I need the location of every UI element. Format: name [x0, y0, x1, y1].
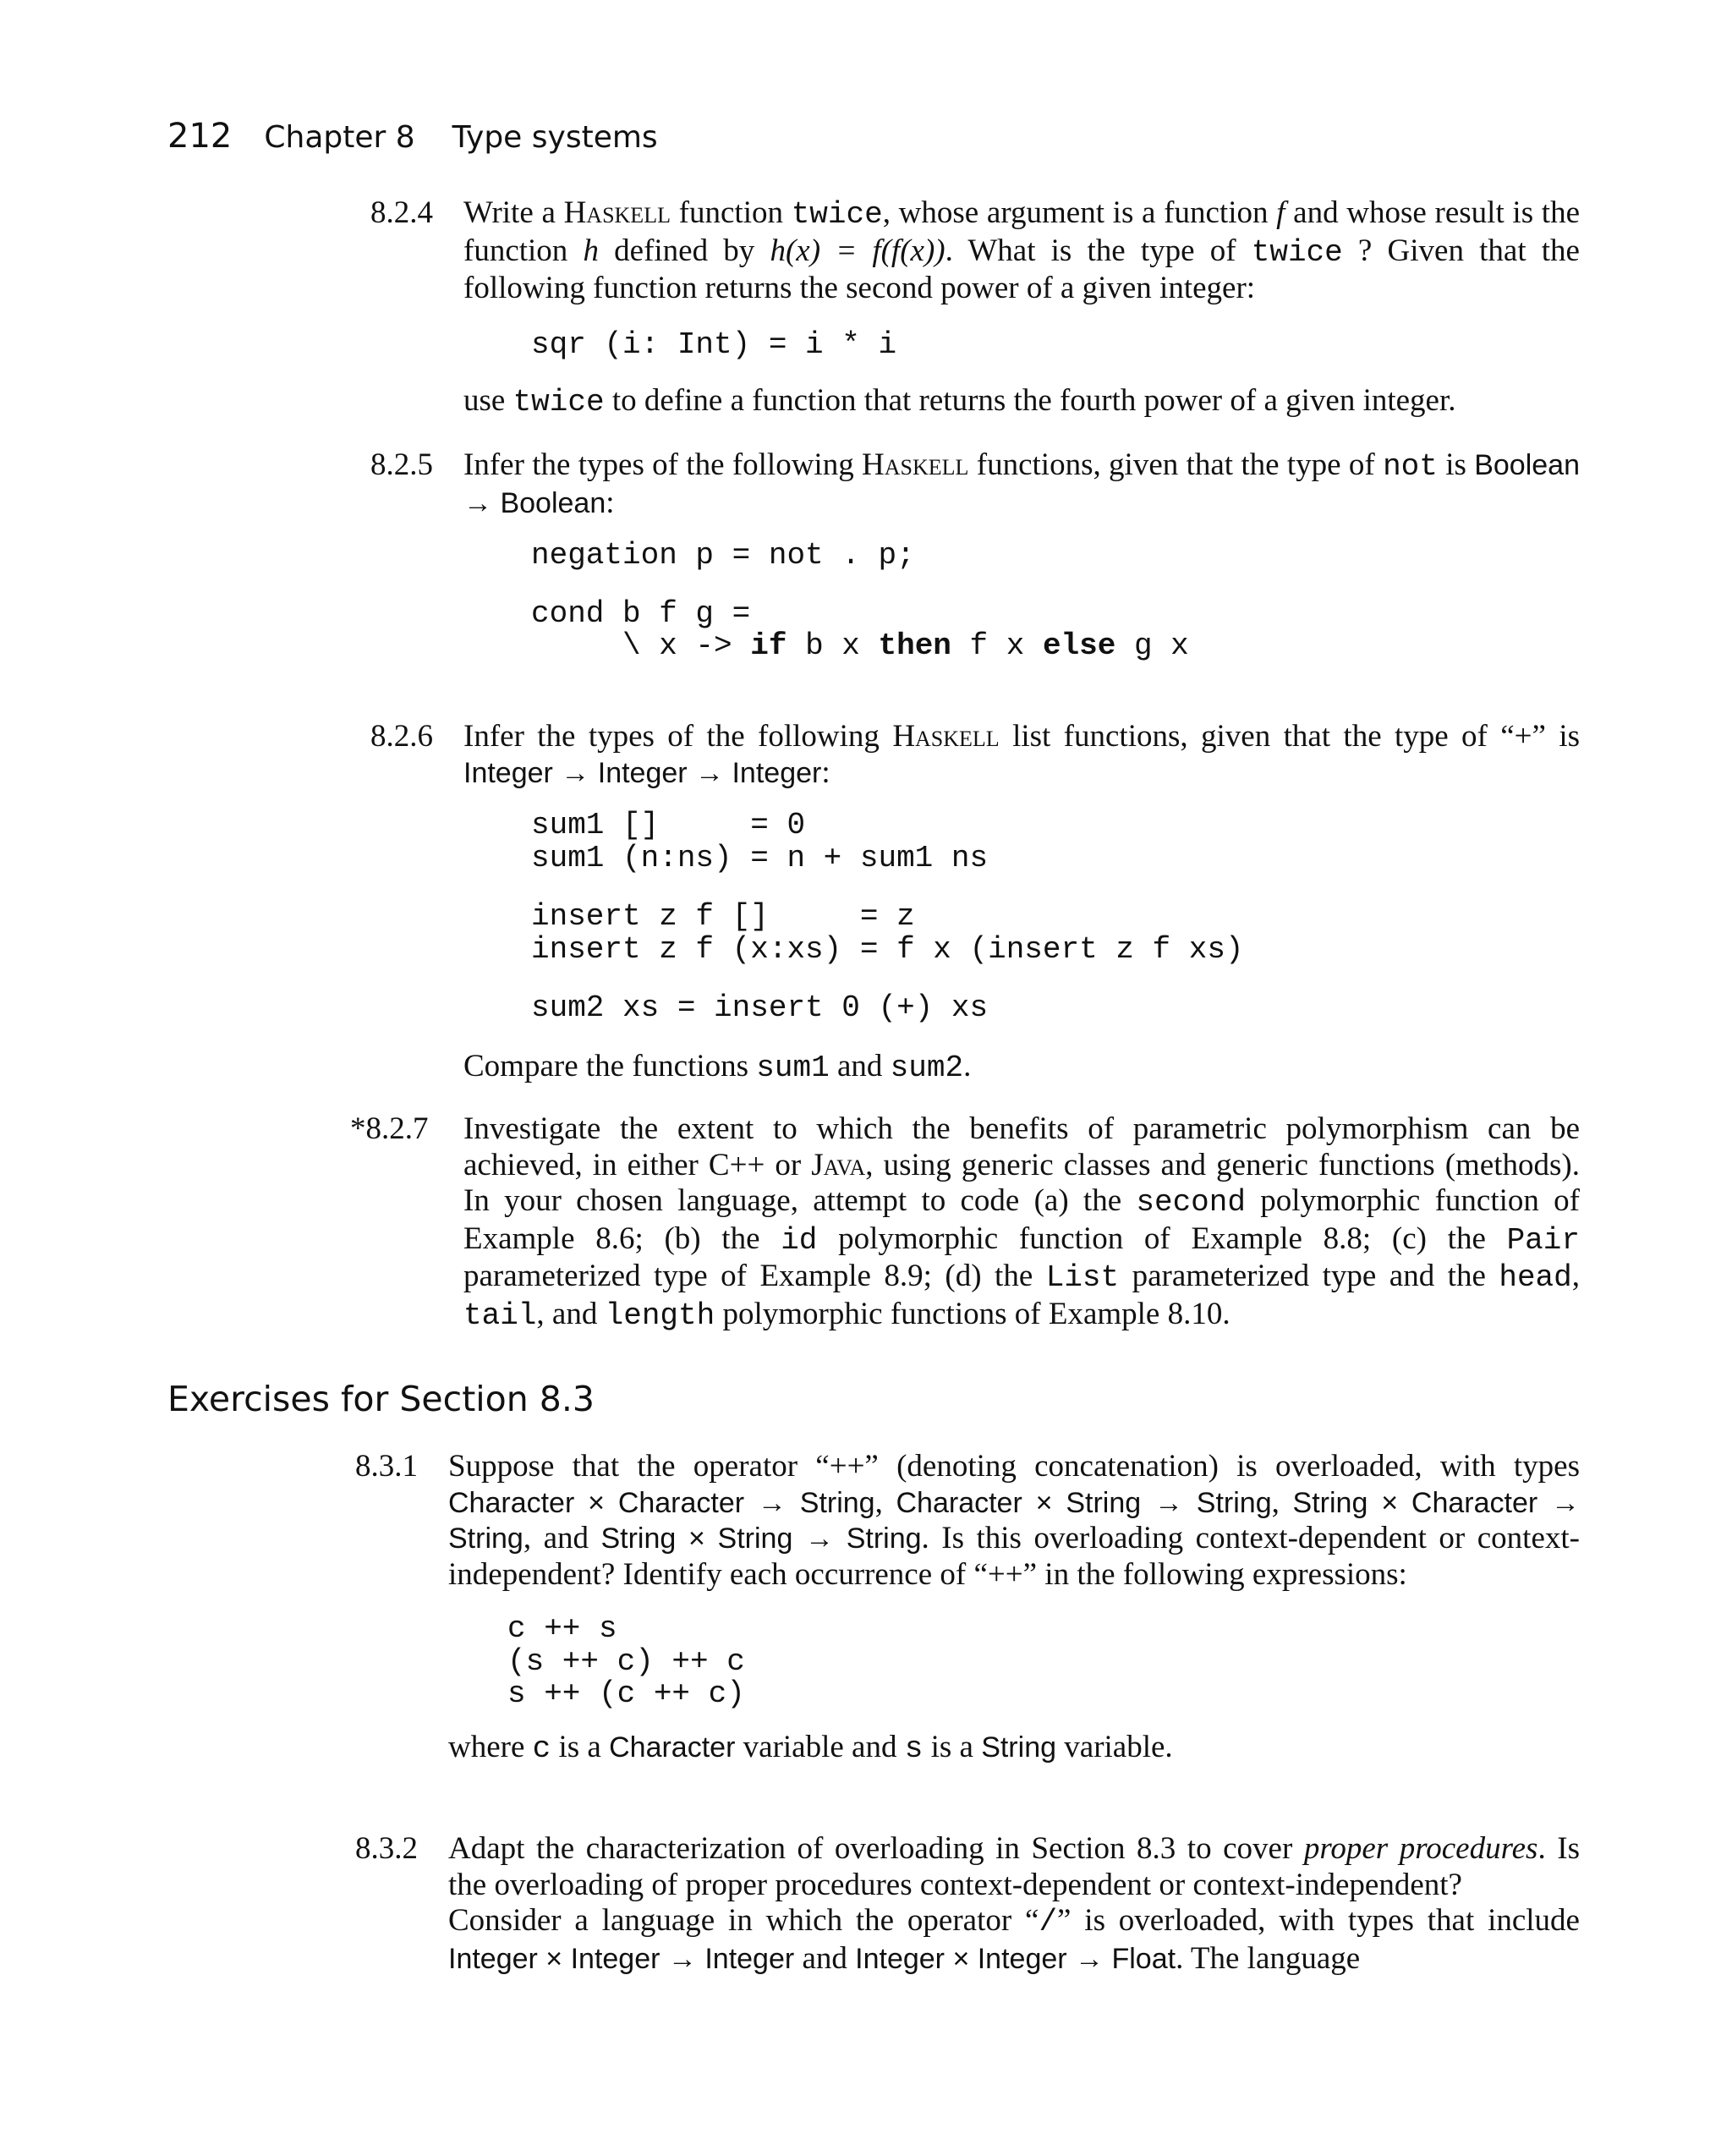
- page-number: 212: [167, 117, 233, 156]
- exercise-text: Write a Haskell function twice, whose argument is a function f and whose result is the function h defined by h(x) = f(f(x)). What is the type of twice ? Given that the following function returns the second power of a given integer:: [463, 195, 1581, 305]
- exercise-text: Infer the types of the following Haskell functions, given that the type of not is Boolean → Boolean:: [463, 447, 1580, 520]
- exercise-text: Adapt the characterization of overloading in Section 8.3 to cover proper procedures. Is the overloading of proper procedures context-dependent or context-independent?: [448, 1831, 1580, 1902]
- exercise-text-continued: use twice to define a function that returns the fourth power of a given integer.: [463, 383, 1456, 420]
- exercise-8-2-6: [370, 719, 1581, 1086]
- exercise-8-3-1: [355, 1449, 1581, 1767]
- exercise-number: 8.2.5: [370, 447, 433, 482]
- exercise-text-continued: Compare the functions sum1 and sum2.: [463, 1048, 972, 1085]
- exercise-text-continued: Consider a language in which the operator “/” is overloaded, with types that include Integer × Integer → Integer and Integer × Integer → Float. The language: [448, 1903, 1580, 1976]
- section-heading: Exercises for Section 8.3: [167, 1379, 595, 1419]
- code-block: sqr (i: Int) = i * i: [531, 326, 897, 362]
- exercise-number: 8.2.6: [370, 719, 433, 754]
- exercise-text-continued: where c is a Character variable and s is a String variable.: [448, 1729, 1173, 1766]
- code-block: sum2 xs = insert 0 (+) xs: [531, 990, 989, 1025]
- exercise-number: 8.3.2: [355, 1831, 418, 1866]
- running-header: [167, 117, 658, 156]
- exercise-text: Suppose that the operator “++” (denoting concatenation) is overloaded, with types Character × Character → String, Character × String → String, String × Character → String, and String × String → String. Is this overloading context-dependent or context-independent? Identify each occurrence of “++” in the following expressions:: [448, 1449, 1581, 1592]
- code-block: cond b f g =: [531, 595, 751, 631]
- code-block: \ x -> if b x then f x else g x: [531, 628, 1189, 663]
- exercise-text: Infer the types of the following Haskell list functions, given that the type of “+” is Integer → Integer → Integer:: [463, 719, 1581, 790]
- code-block: sum1 [] = 0 sum1 (n:ns) = n + sum1 ns: [531, 808, 989, 875]
- exercise-text: Investigate the extent to which the benefits of parametric polymorphism can be achieved, in either C++ or Java, using generic classes and generic functions (methods). In your chosen language, attempt to code (a) the second polymorphic function of Example 8.6; (b) the id polymorphic function of Example 8.8; (c) the Pair parameterized type of Example 8.9; (d) the List parameterized type and the head, tail, and length polymorphic functions of Example 8.10.: [463, 1111, 1581, 1333]
- code-block: c ++ s (s ++ c) ++ c s ++ (c ++ c): [507, 1611, 745, 1711]
- exercise-8-2-4: [370, 195, 1581, 421]
- exercise-number: 8.3.1: [355, 1449, 418, 1484]
- exercise-8-2-7: [350, 1111, 1581, 1334]
- exercise-number: *8.2.7: [350, 1111, 429, 1146]
- exercise-number: 8.2.4: [370, 195, 433, 230]
- chapter-label: Chapter 8: [264, 120, 415, 155]
- chapter-title: Type systems: [452, 120, 658, 155]
- exercise-8-3-2: [355, 1831, 1580, 1977]
- code-block: negation p = not . p;: [531, 538, 915, 573]
- code-block: insert z f [] = z insert z f (x:xs) = f x (insert z f xs): [531, 899, 1244, 967]
- exercise-8-2-5: [370, 447, 1580, 663]
